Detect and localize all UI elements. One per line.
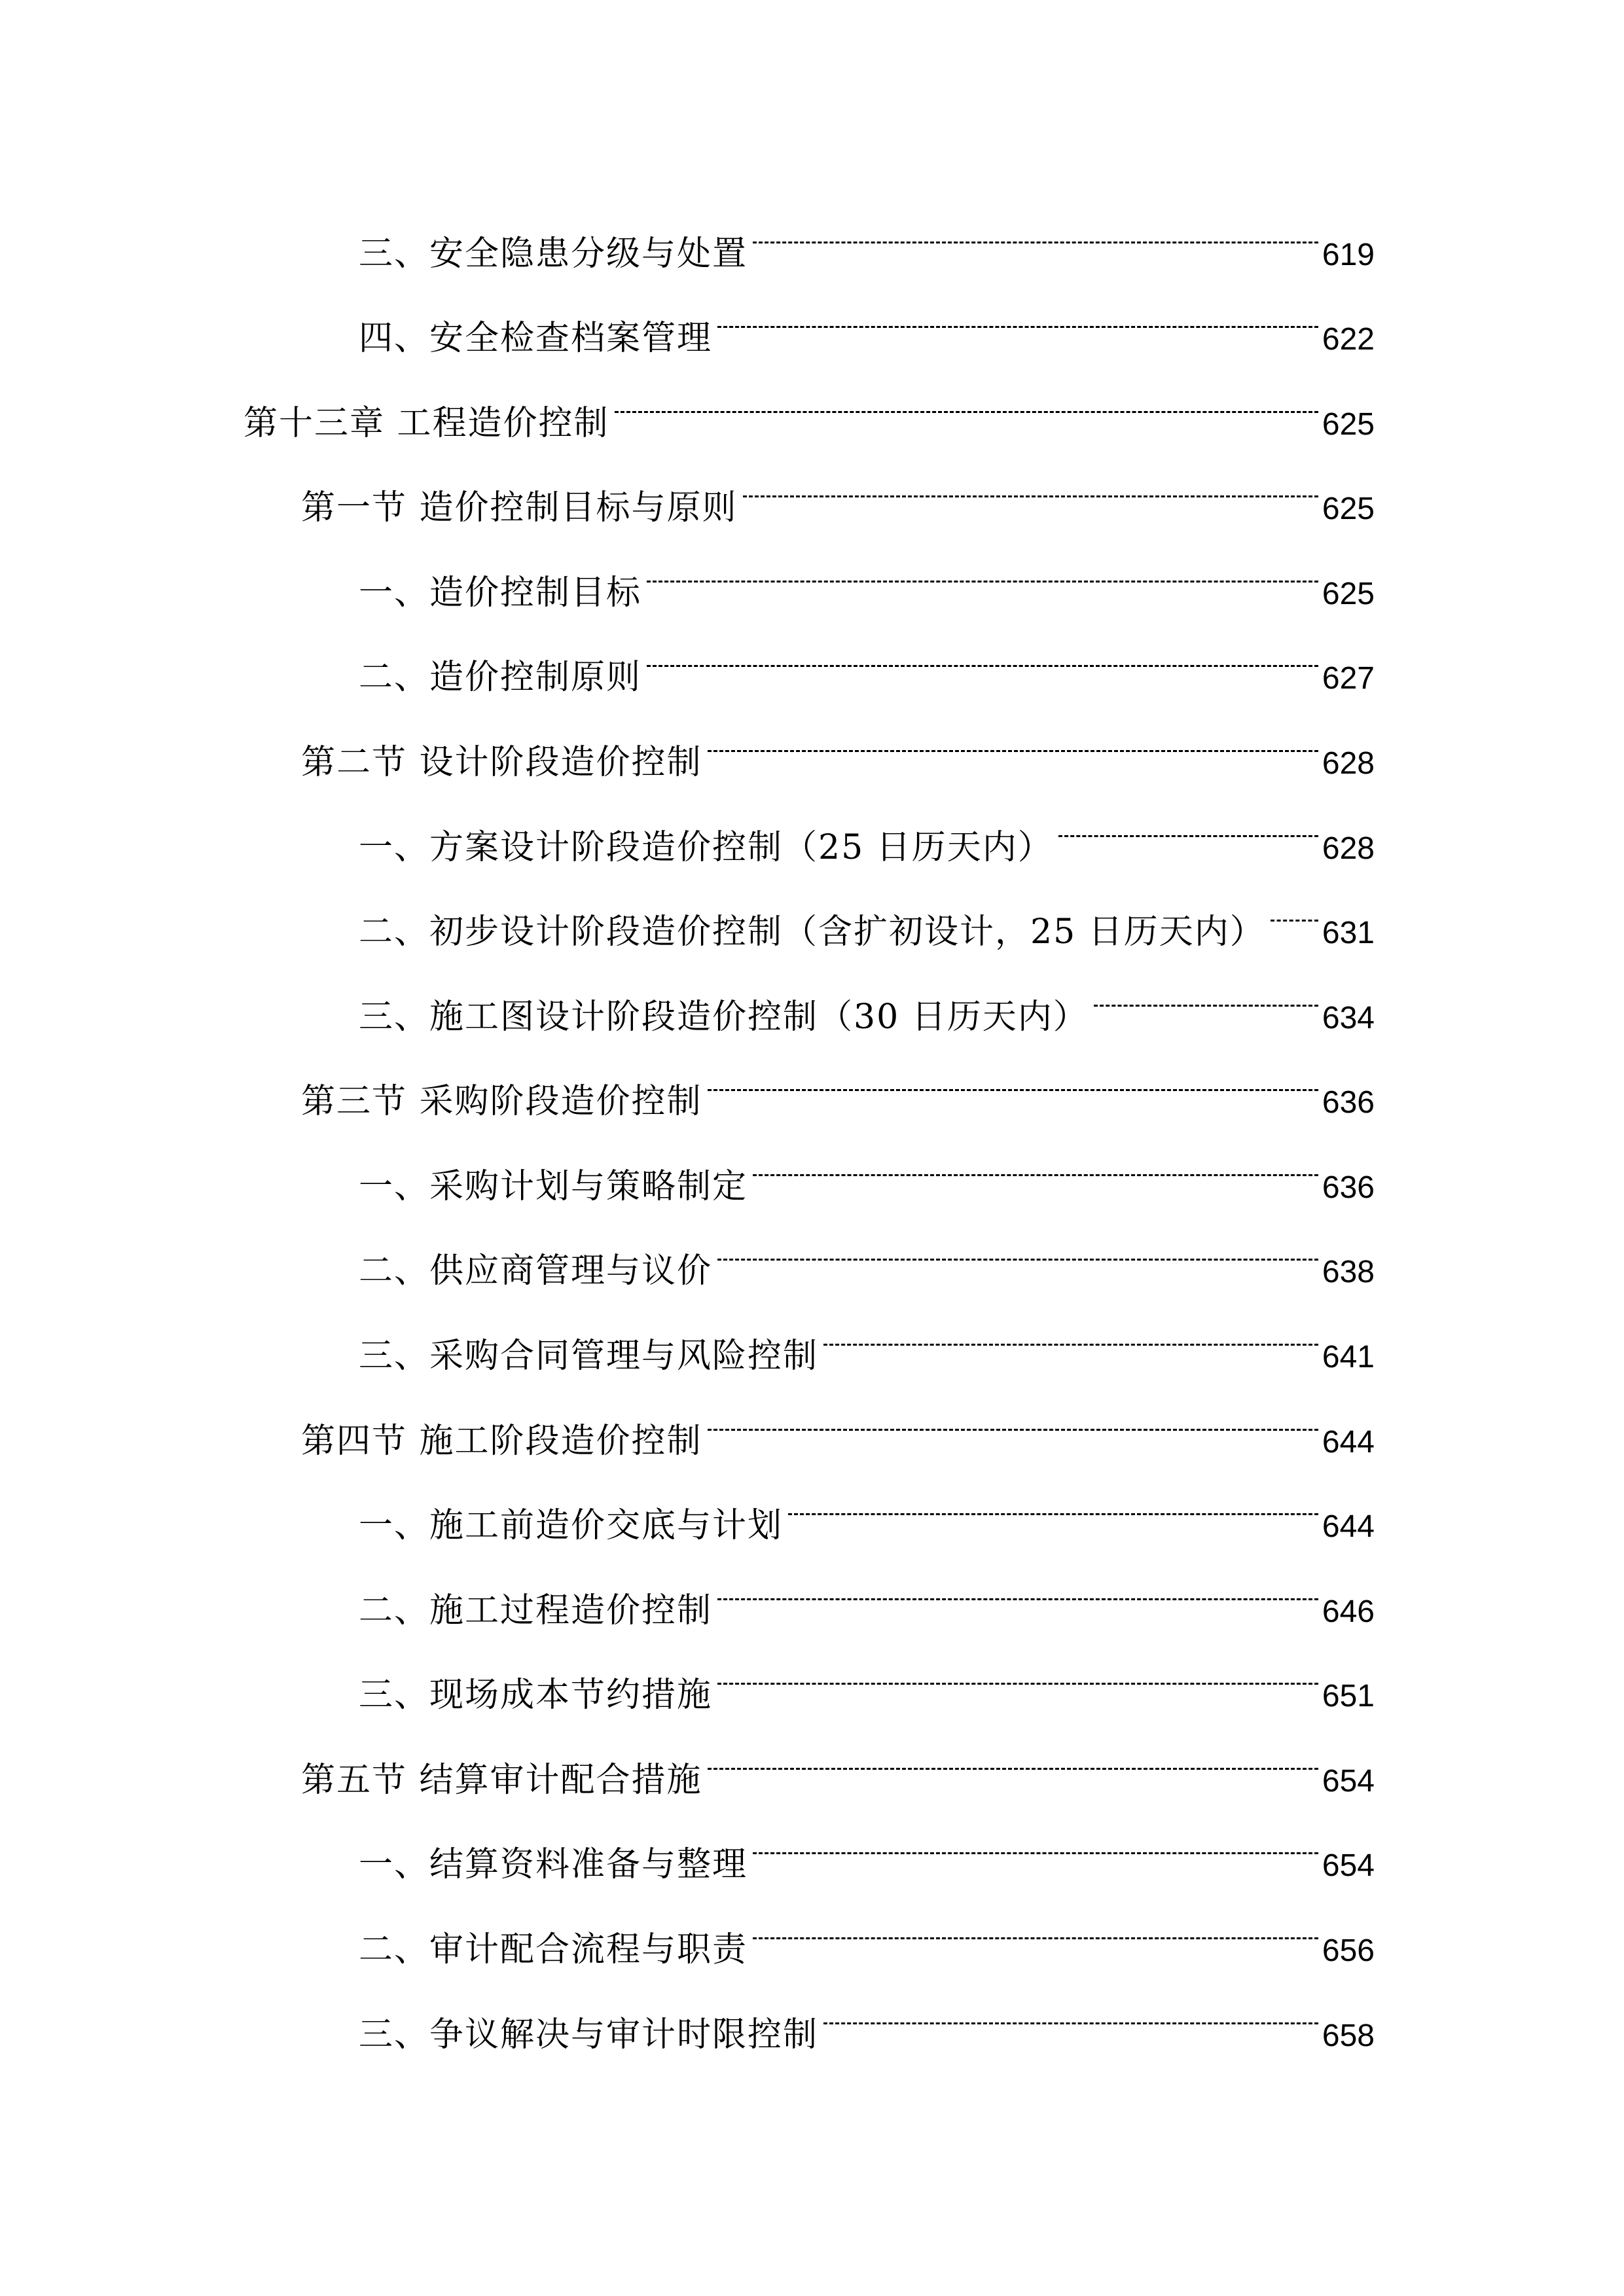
toc-dot-leader — [753, 213, 1318, 265]
toc-page-number: 628 — [1322, 746, 1375, 781]
toc-page-number: 619 — [1322, 238, 1375, 272]
toc-page-number: 651 — [1322, 1679, 1375, 1713]
toc-entry-title: 一、采购计划与策略制定 — [359, 1167, 748, 1206]
toc-entry-section[interactable] — [301, 1060, 1375, 1121]
toc-entry[interactable] — [359, 1230, 1375, 1291]
toc-entry[interactable] — [359, 1145, 1375, 1206]
toc-entry-title: 第二节 设计阶段造价控制 — [301, 743, 702, 782]
toc-entry-chapter[interactable] — [244, 382, 1375, 443]
toc-dot-leader — [823, 1994, 1318, 2046]
toc-page-number: 654 — [1322, 1764, 1375, 1799]
toc-dot-leader — [717, 1654, 1318, 1706]
toc-dot-leader — [753, 1909, 1318, 1961]
toc-page-number: 641 — [1322, 1340, 1375, 1374]
toc-entry-section[interactable] — [301, 1400, 1375, 1461]
toc-dot-leader — [717, 297, 1318, 350]
toc-page-number: 622 — [1322, 322, 1375, 357]
toc-entry[interactable] — [359, 1823, 1375, 1884]
toc-dot-leader — [708, 1739, 1318, 1791]
toc-entry[interactable] — [359, 636, 1375, 697]
toc-page-number: 636 — [1322, 1170, 1375, 1205]
toc-dot-leader — [647, 636, 1318, 689]
toc-dot-leader — [717, 1570, 1318, 1622]
toc-entry-title: 一、方案设计阶段造价控制（25 日历天内） — [359, 828, 1053, 867]
toc-page-number: 628 — [1322, 831, 1375, 866]
toc-entry-title: 一、造价控制目标 — [359, 573, 642, 613]
toc-page-number: 658 — [1322, 2018, 1375, 2053]
toc-entry-title: 三、争议解决与审计时限控制 — [359, 2015, 819, 2054]
toc-entry-title: 三、安全隐患分级与处置 — [359, 234, 748, 274]
toc-page-number: 634 — [1322, 1001, 1375, 1035]
toc-entry[interactable] — [359, 1570, 1375, 1630]
toc-page-number: 644 — [1322, 1425, 1375, 1460]
toc-dot-leader — [753, 1823, 1318, 1876]
toc-entry[interactable] — [359, 1994, 1375, 2054]
toc-dot-leader — [647, 552, 1318, 604]
toc-page-number: 627 — [1322, 661, 1375, 696]
toc-dot-leader — [788, 1484, 1318, 1537]
toc-page-number: 625 — [1322, 492, 1375, 526]
toc-entry-title: 二、审计配合流程与职责 — [359, 1930, 748, 1969]
toc-dot-leader — [708, 1400, 1318, 1452]
toc-dot-leader — [615, 382, 1318, 435]
toc-dot-leader — [743, 467, 1318, 519]
toc-entry-title: 三、施工图设计阶段造价控制（30 日历天内） — [359, 997, 1089, 1037]
toc-entry[interactable] — [359, 1909, 1375, 1969]
toc-entry-title: 二、施工过程造价控制 — [359, 1591, 713, 1630]
toc-page-number: 654 — [1322, 1848, 1375, 1883]
toc-page-number: 625 — [1322, 577, 1375, 611]
toc-entry[interactable] — [359, 891, 1375, 952]
toc-entry-title: 二、造价控制原则 — [359, 658, 642, 697]
toc-dot-leader — [1094, 976, 1318, 1028]
toc-page-number: 625 — [1322, 407, 1375, 442]
toc-entry-title: 二、供应商管理与议价 — [359, 1251, 713, 1291]
toc-dot-leader — [717, 1230, 1318, 1282]
toc-entry-title: 第四节 施工阶段造价控制 — [301, 1422, 702, 1461]
toc-dot-leader — [1271, 891, 1318, 943]
toc-entry[interactable] — [359, 1654, 1375, 1715]
toc-page-number: 631 — [1322, 916, 1375, 950]
toc-entry-title: 第一节 造价控制目标与原则 — [301, 488, 738, 528]
toc-entry-title: 第五节 结算审计配合措施 — [301, 1761, 702, 1800]
toc-entry[interactable] — [359, 213, 1375, 274]
toc-entry[interactable] — [359, 552, 1375, 613]
toc-page-number: 656 — [1322, 1933, 1375, 1968]
toc-dot-leader — [708, 721, 1318, 774]
toc-entry-title: 第三节 采购阶段造价控制 — [301, 1082, 702, 1121]
toc-entry-section[interactable] — [301, 467, 1375, 528]
toc-page-number: 636 — [1322, 1085, 1375, 1120]
toc-entry[interactable] — [359, 976, 1375, 1037]
toc-page-number: 638 — [1322, 1255, 1375, 1289]
toc-dot-leader — [1058, 806, 1318, 859]
toc-entry-section[interactable] — [301, 1739, 1375, 1800]
toc-entry-title: 三、现场成本节约措施 — [359, 1676, 713, 1715]
toc-entry-title: 一、施工前造价交底与计划 — [359, 1506, 784, 1545]
toc-entry-title: 三、采购合同管理与风险控制 — [359, 1336, 819, 1376]
toc-entry-title: 二、初步设计阶段造价控制（含扩初设计，25 日历天内） — [359, 912, 1265, 952]
toc-entry-section[interactable] — [301, 721, 1375, 782]
toc-entry-title: 一、结算资料准备与整理 — [359, 1845, 748, 1884]
toc-entry-title: 第十三章 工程造价控制 — [244, 404, 609, 443]
toc-entry[interactable] — [359, 1484, 1375, 1545]
toc-entry-title: 四、安全检查档案管理 — [359, 319, 713, 358]
toc-page-number: 646 — [1322, 1594, 1375, 1629]
toc-dot-leader — [708, 1060, 1318, 1113]
toc-entry[interactable] — [359, 297, 1375, 358]
toc-entry[interactable] — [359, 1315, 1375, 1376]
toc-page-number: 644 — [1322, 1509, 1375, 1544]
toc-dot-leader — [823, 1315, 1318, 1367]
toc-dot-leader — [753, 1145, 1318, 1198]
toc-entry[interactable] — [359, 806, 1375, 867]
